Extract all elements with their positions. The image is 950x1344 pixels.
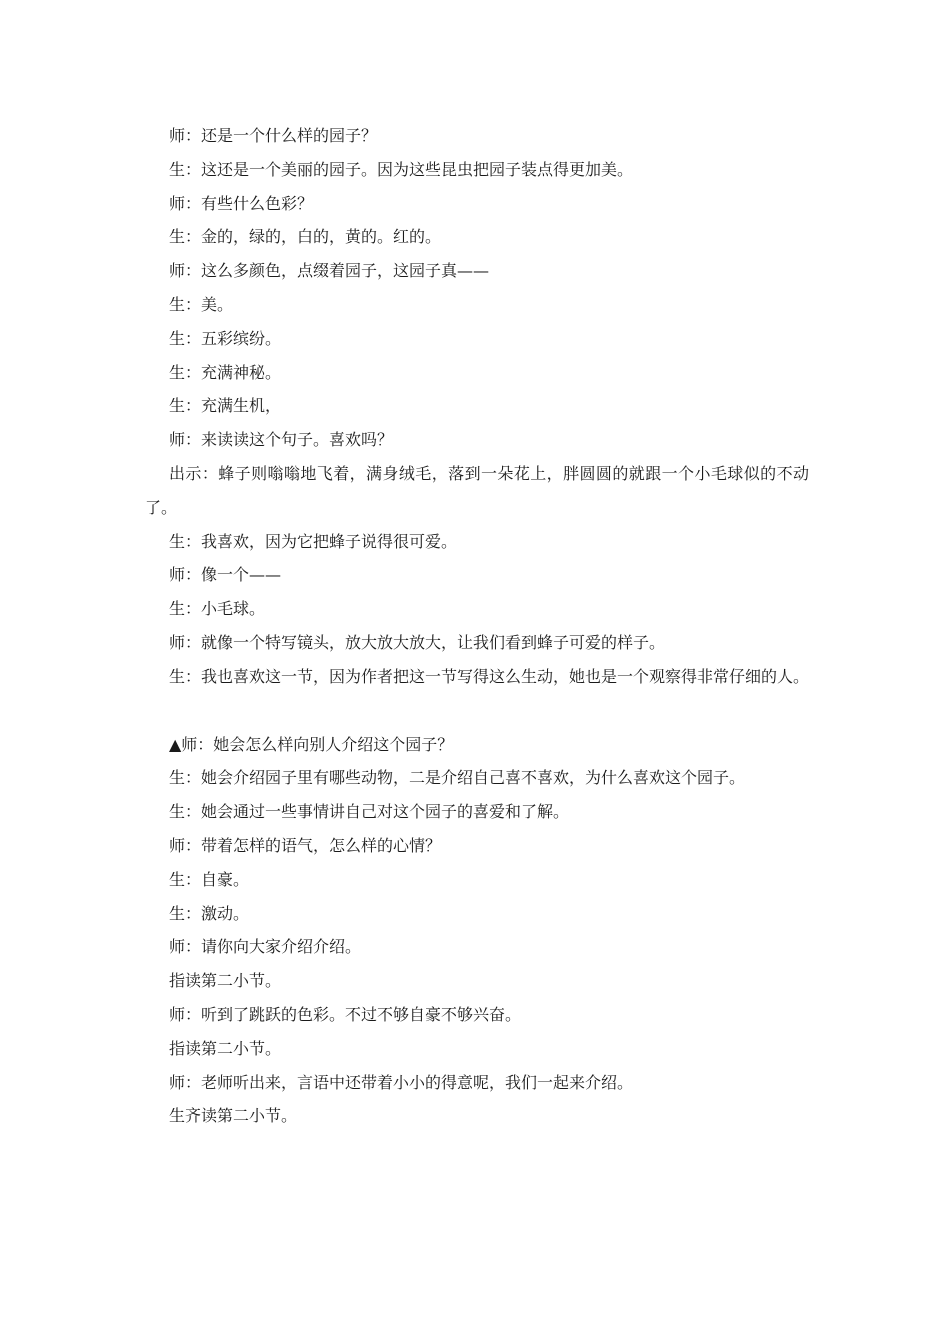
dialogue-line: 生：自豪。	[169, 869, 250, 889]
dialogue-line: 生：充满神秘。	[169, 362, 282, 382]
dialogue-line: 生：她会通过一些事情讲自己对这个园子的喜爱和了解。	[169, 802, 570, 822]
dialogue-line: 师：这么多颜色，点缀着园子，这园子真——	[169, 261, 490, 281]
document-body	[145, 119, 809, 1133]
dialogue-line: 生：五彩缤纷。	[169, 328, 282, 348]
dialogue-line: 指读第二小节。	[169, 971, 282, 991]
dialogue-line: 生：我喜欢，因为它把蜂子说得很可爱。	[169, 531, 458, 551]
section-spacer	[145, 694, 809, 728]
dialogue-line: 生：我也喜欢这一节，因为作者把这一节写得这么生动，她也是一个观察得非常仔细的人。	[169, 666, 810, 686]
dialogue-line: 生：这还是一个美丽的园子。因为这些昆虫把园子装点得更加美。	[169, 159, 634, 179]
dialogue-line: 师：就像一个特写镜头，放大放大放大，让我们看到蜂子可爱的样子。	[169, 632, 666, 652]
dialogue-line: 师：有些什么色彩？	[169, 193, 314, 213]
quoted-sentence: 出示：蜂子则嗡嗡地飞着，满身绒毛，落到一朵花上，胖圆圆的就跟一个小毛球似的不动了。	[145, 463, 809, 517]
section-heading-line: ▲师：她会怎么样向别人介绍这个园子？	[169, 734, 454, 754]
dialogue-line: 指读第二小节。	[169, 1038, 282, 1058]
dialogue-line: 师：来读读这个句子。喜欢吗？	[169, 430, 394, 450]
dialogue-line: 师：还是一个什么样的园子？	[169, 126, 378, 145]
dialogue-line: 生齐读第二小节。	[169, 1106, 298, 1126]
dialogue-line: 师：老师听出来，言语中还带着小小的得意呢，我们一起来介绍。	[169, 1072, 634, 1092]
dialogue-line: 生：小毛球。	[169, 599, 266, 619]
dialogue-line: 生：金的，绿的，白的，黄的。红的。	[169, 227, 442, 247]
dialogue-line: 生：她会介绍园子里有哪些动物，二是介绍自己喜不喜欢，为什么喜欢这个园子。	[169, 768, 746, 788]
dialogue-line: 生：美。	[169, 294, 234, 314]
dialogue-line: 师：请你向大家介绍介绍。	[169, 937, 362, 957]
dialogue-line: 生：充满生机，	[169, 396, 282, 416]
dialogue-section-1	[145, 119, 809, 694]
dialogue-line: 师：带着怎样的语气，怎么样的心情？	[169, 835, 442, 855]
dialogue-section-2	[145, 728, 809, 1134]
dialogue-line: 师：听到了跳跃的色彩。不过不够自豪不够兴奋。	[169, 1004, 522, 1024]
dialogue-line: 生：激动。	[169, 903, 250, 923]
dialogue-line: 师：像一个——	[169, 565, 282, 585]
